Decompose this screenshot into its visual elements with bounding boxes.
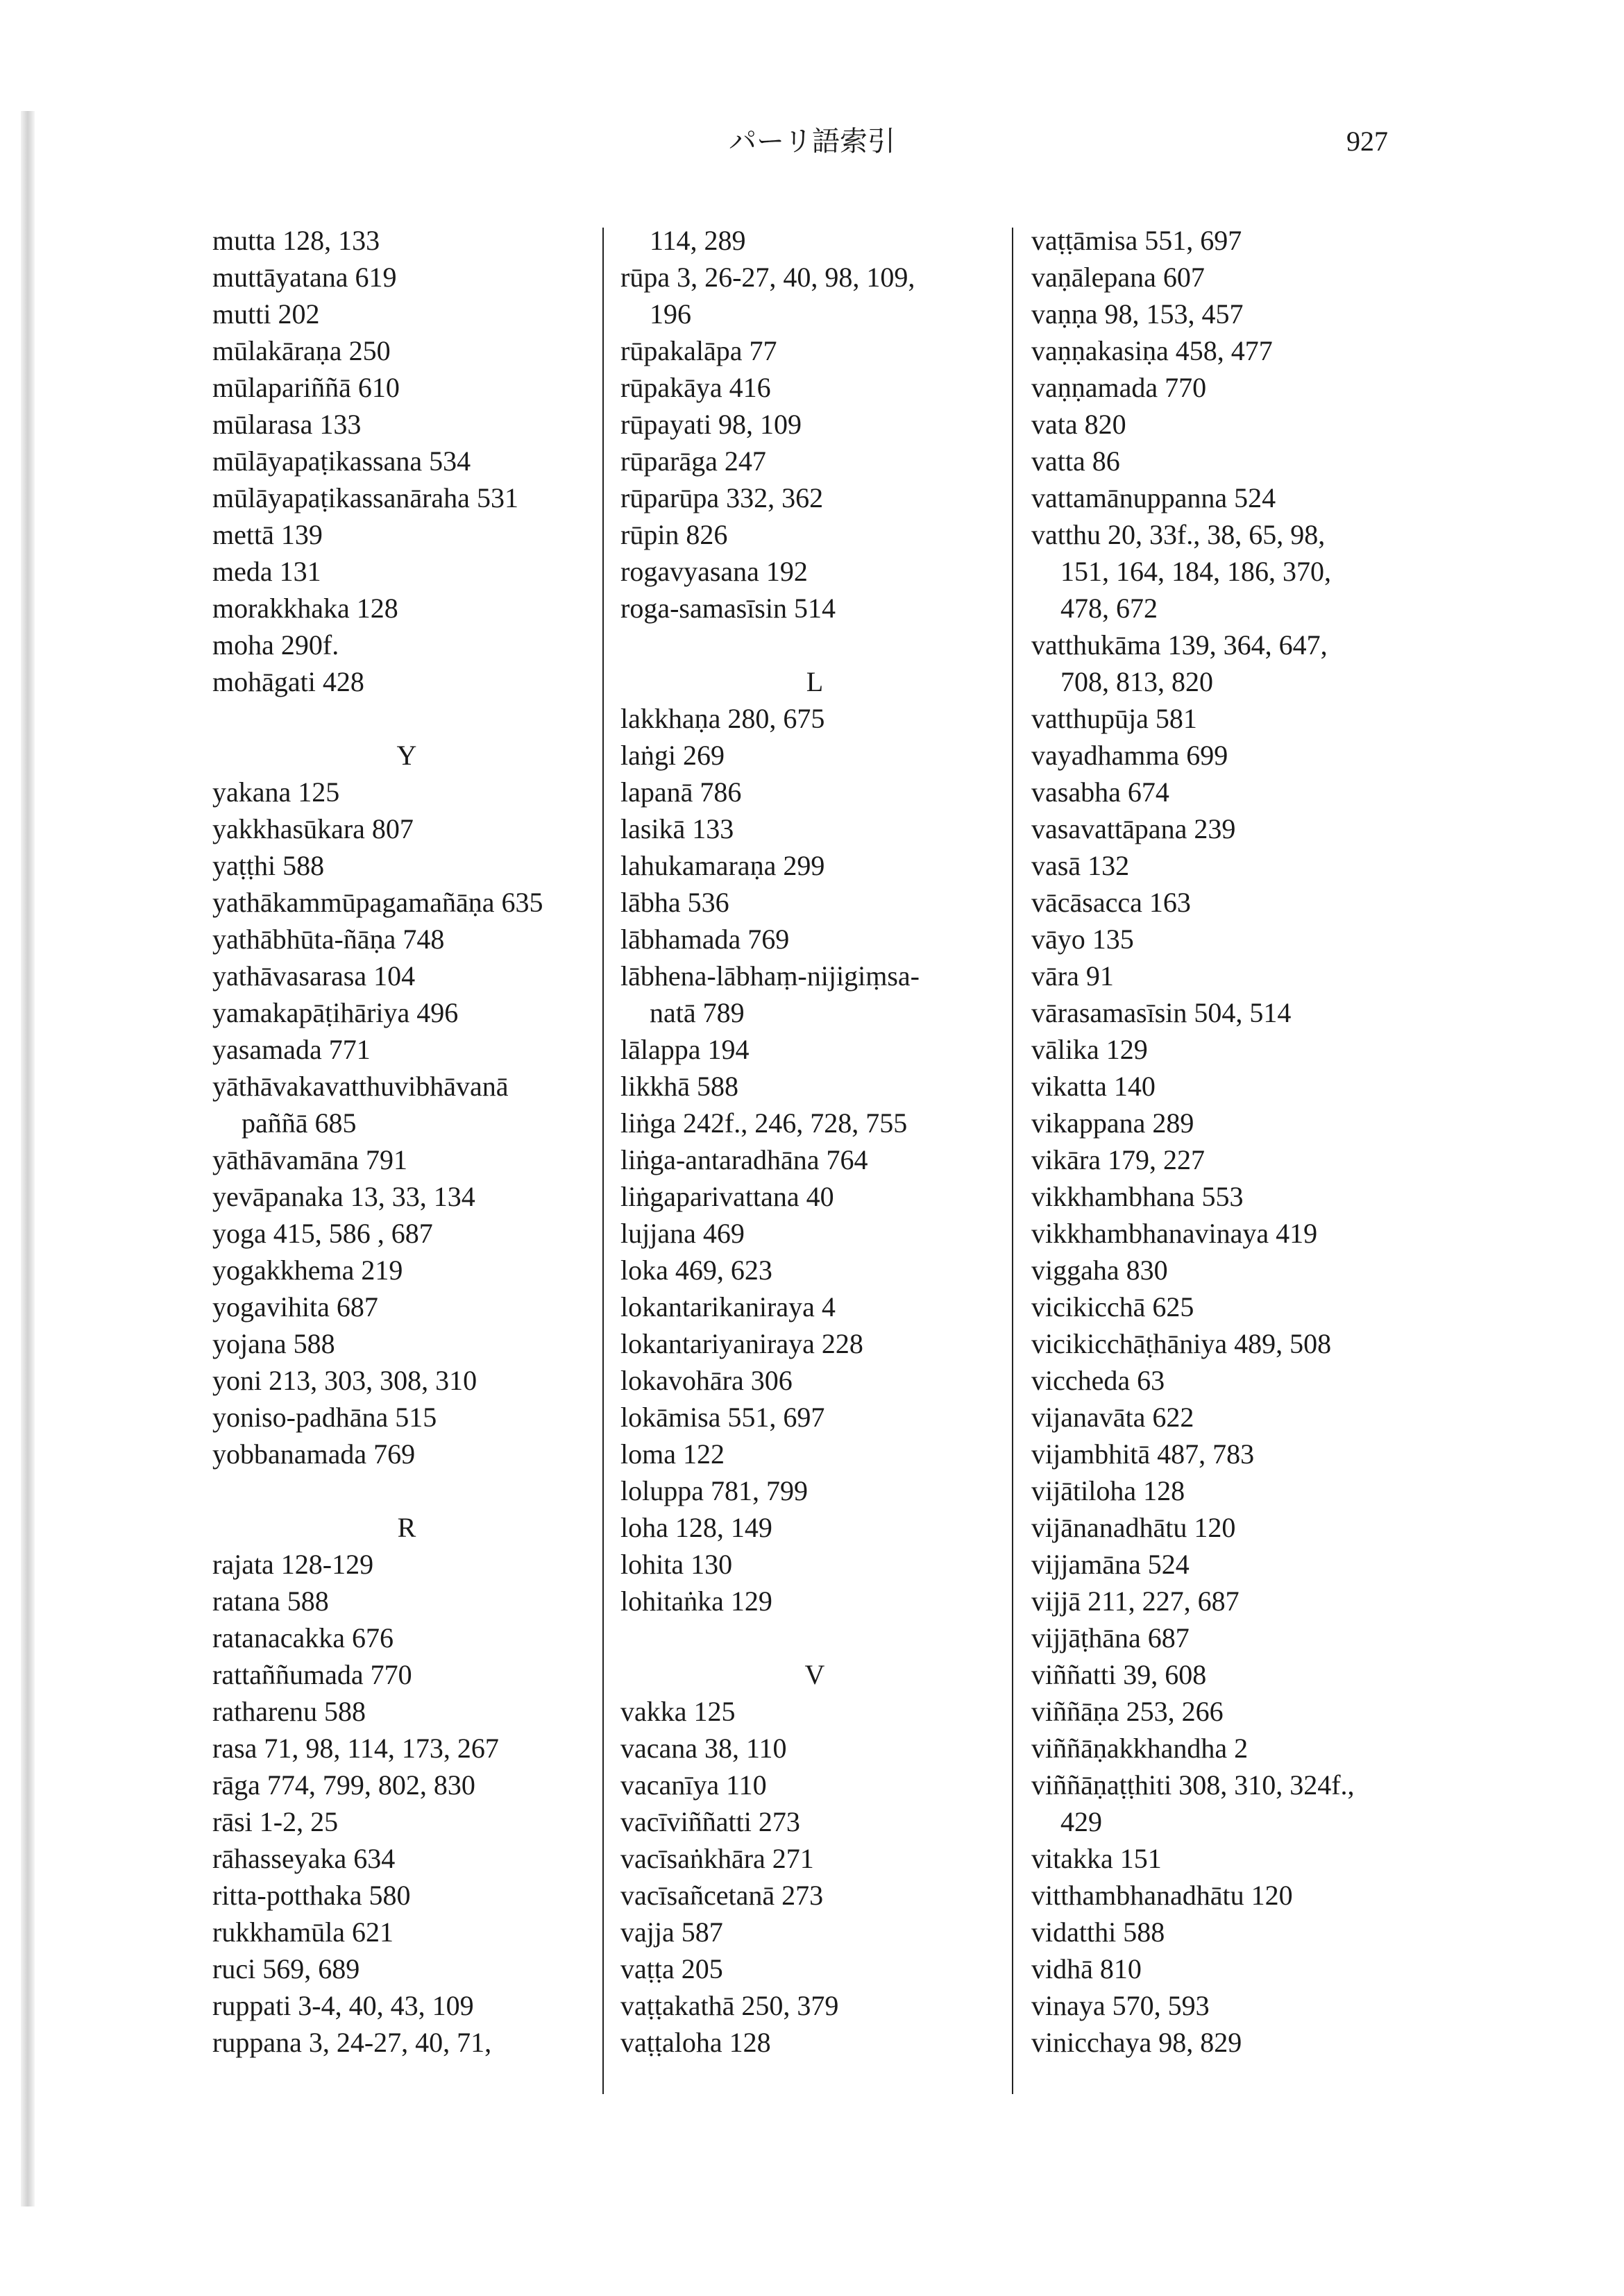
index-entry: ratana 588: [212, 1585, 329, 1617]
column-divider-1: [602, 228, 604, 2094]
section-letter-heading: V: [804, 1659, 825, 1690]
book-gutter-shadow: [21, 111, 35, 2206]
index-entry: yoni 213, 303, 308, 310: [212, 1365, 477, 1396]
index-entry: lokāmisa 551, 697: [620, 1402, 825, 1433]
index-entry: vakka 125: [620, 1696, 736, 1727]
index-entry-continuation: natā 789: [650, 997, 745, 1028]
index-entry: mūlapariññā 610: [212, 372, 400, 403]
index-entry: yāthāvakavatthuvibhāvanā: [212, 1071, 509, 1102]
section-letter-heading: L: [806, 666, 824, 697]
index-entry: loha 128, 149: [620, 1512, 772, 1543]
index-entry: rajata 128-129: [212, 1549, 374, 1580]
index-entry: vajja 587: [620, 1916, 723, 1948]
index-entry: vatthupūja 581: [1031, 703, 1197, 734]
index-entry: lapanā 786: [620, 776, 742, 808]
index-entry: loka 469, 623: [620, 1255, 772, 1286]
index-entry: yakana 125: [212, 776, 340, 808]
index-entry: yathāvasarasa 104: [212, 960, 416, 992]
index-entry: vacana 38, 110: [620, 1733, 787, 1764]
index-entry: rūpa 3, 26-27, 40, 98, 109,: [620, 262, 915, 293]
index-entry: vaṭṭakathā 250, 379: [620, 1990, 839, 2021]
index-entry: vijjamāna 524: [1031, 1549, 1190, 1580]
index-entry: rāsi 1-2, 25: [212, 1806, 339, 1837]
index-entry: moha 290f.: [212, 629, 339, 661]
index-entry: vatthukāma 139, 364, 647,: [1031, 629, 1328, 661]
index-entry: vaṭṭāmisa 551, 697: [1031, 225, 1242, 256]
index-entry: rāga 774, 799, 802, 830: [212, 1769, 475, 1801]
index-entry: yathākammūpagamañāṇa 635: [212, 887, 543, 918]
index-entry: rāhasseyaka 634: [212, 1843, 396, 1874]
index-entry: vinaya 570, 593: [1031, 1990, 1210, 2021]
index-entry: vācāsacca 163: [1031, 887, 1191, 918]
index-entry: vaṇṇa 98, 153, 457: [1031, 298, 1244, 330]
index-entry: lujjana 469: [620, 1218, 745, 1249]
index-entry: vitakka 151: [1031, 1843, 1162, 1874]
index-entry: viññāṇaṭṭhiti 308, 310, 324f.,: [1031, 1769, 1355, 1801]
index-entry: rasa 71, 98, 114, 173, 267: [212, 1733, 499, 1764]
index-entry: mūlarasa 133: [212, 409, 362, 440]
index-entry: mūlāyapaṭikassana 534: [212, 445, 471, 477]
index-entry: vatthu 20, 33f., 38, 65, 98,: [1031, 519, 1326, 550]
index-entry: vikappana 289: [1031, 1107, 1194, 1139]
index-entry: vikkhambhanavinaya 419: [1031, 1218, 1318, 1249]
index-column-3: [1031, 222, 1448, 2061]
index-entry: vicikicchāṭhāniya 489, 508: [1031, 1328, 1332, 1359]
index-entry: vattamānuppanna 524: [1031, 482, 1276, 513]
section-letter-heading: Y: [396, 740, 417, 771]
index-entry: vijjāṭhāna 687: [1031, 1622, 1190, 1653]
index-entry: vāra 91: [1031, 960, 1114, 992]
index-entry: yojana 588: [212, 1328, 335, 1359]
index-entry: lālappa 194: [620, 1034, 750, 1065]
index-entry: viggaha 830: [1031, 1255, 1168, 1286]
index-entry: viññatti 39, 608: [1031, 1659, 1207, 1690]
index-entry: lakkhaṇa 280, 675: [620, 703, 825, 734]
index-entry: ruppana 3, 24-27, 40, 71,: [212, 2027, 492, 2058]
index-entry: vaṇṇakasiṇa 458, 477: [1031, 335, 1273, 366]
index-entry: vijātiloha 128: [1031, 1475, 1185, 1506]
index-entry: rukkhamūla 621: [212, 1916, 394, 1948]
index-entry: rūpakalāpa 77: [620, 335, 777, 366]
index-entry: yoga 415, 586 , 687: [212, 1218, 433, 1249]
section-letter-heading: R: [397, 1512, 416, 1543]
index-entry: yogavihita 687: [212, 1291, 378, 1323]
index-entry: meda 131: [212, 556, 321, 587]
index-entry: yasamada 771: [212, 1034, 371, 1065]
index-entry: yobbanamada 769: [212, 1438, 416, 1470]
index-entry: lābha 536: [620, 887, 729, 918]
index-entry: vaṇṇamada 770: [1031, 372, 1207, 403]
index-entry-continuation: 114, 289: [650, 225, 746, 256]
index-entry: muttāyatana 619: [212, 262, 397, 293]
index-entry-continuation: 196: [650, 298, 691, 330]
index-entry: lābhena-lābhaṃ-nijigiṃsa-: [620, 960, 920, 992]
index-entry-continuation: 478, 672: [1060, 593, 1158, 624]
index-entry: lahukamaraṇa 299: [620, 850, 825, 881]
index-entry: lokantariyaniraya 228: [620, 1328, 863, 1359]
index-entry: vasā 132: [1031, 850, 1130, 881]
index-entry: lohita 130: [620, 1549, 733, 1580]
index-entry: vasavattāpana 239: [1031, 813, 1236, 844]
index-entry: yoniso-padhāna 515: [212, 1402, 437, 1433]
index-entry: vidatthi 588: [1031, 1916, 1165, 1948]
index-entry: mutta 128, 133: [212, 225, 380, 256]
index-entry: lasikā 133: [620, 813, 734, 844]
index-entry: yaṭṭhi 588: [212, 850, 325, 881]
index-entry: liṅga 242f., 246, 728, 755: [620, 1107, 908, 1139]
index-entry: vacīsaṅkhāra 271: [620, 1843, 814, 1874]
index-entry: vidhā 810: [1031, 1953, 1142, 1984]
index-entry: viññāṇa 253, 266: [1031, 1696, 1224, 1727]
index-entry: loma 122: [620, 1438, 725, 1470]
index-entry: ruppati 3-4, 40, 43, 109: [212, 1990, 474, 2021]
index-entry: vacanīya 110: [620, 1769, 767, 1801]
index-entry: vacīsañcetanā 273: [620, 1880, 824, 1911]
index-entry: vijānanadhātu 120: [1031, 1512, 1236, 1543]
index-entry-continuation: 151, 164, 184, 186, 370,: [1060, 556, 1331, 587]
index-entry: vijjā 211, 227, 687: [1031, 1585, 1240, 1617]
page-number: 927: [1346, 126, 1388, 157]
index-entry: vālika 129: [1031, 1034, 1148, 1065]
index-entry: vijanavāta 622: [1031, 1402, 1194, 1433]
index-entry: yakkhasūkara 807: [212, 813, 414, 844]
index-entry: vata 820: [1031, 409, 1126, 440]
index-entry: morakkhaka 128: [212, 593, 398, 624]
index-entry: ratanacakka 676: [212, 1622, 394, 1653]
index-entry: mūlakāraṇa 250: [212, 335, 391, 366]
index-entry: laṅgi 269: [620, 740, 725, 771]
index-entry: mohāgati 428: [212, 666, 364, 697]
index-entry: vaṇālepana 607: [1031, 262, 1205, 293]
index-entry-continuation: 708, 813, 820: [1060, 666, 1213, 697]
index-entry: vijambhitā 487, 783: [1031, 1438, 1255, 1470]
index-entry: lohitaṅka 129: [620, 1585, 772, 1617]
index-entry: vayadhamma 699: [1031, 740, 1228, 771]
index-entry: yogakkhema 219: [212, 1255, 403, 1286]
index-entry: rūpin 826: [620, 519, 728, 550]
index-entry: vicikicchā 625: [1031, 1291, 1194, 1323]
index-entry: ritta-potthaka 580: [212, 1880, 411, 1911]
index-entry: vatta 86: [1031, 445, 1120, 477]
index-entry: liṅgaparivattana 40: [620, 1181, 834, 1212]
index-entry-continuation: paññā 685: [242, 1107, 357, 1139]
index-entry: viccheda 63: [1031, 1365, 1165, 1396]
index-entry: vacīviññatti 273: [620, 1806, 800, 1837]
index-entry: vaṭṭa 205: [620, 1953, 723, 1984]
index-entry: yamakapāṭihāriya 496: [212, 997, 459, 1028]
index-entry: likkhā 588: [620, 1071, 738, 1102]
index-column-2: [620, 222, 1009, 2061]
index-entry: viññāṇakkhandha 2: [1031, 1733, 1249, 1764]
index-entry: yevāpanaka 13, 33, 134: [212, 1181, 475, 1212]
index-entry: ratharenu 588: [212, 1696, 366, 1727]
index-column-1: [212, 222, 601, 2061]
index-entry: mutti 202: [212, 298, 320, 330]
index-entry: vāyo 135: [1031, 924, 1134, 955]
index-entry: vikāra 179, 227: [1031, 1144, 1205, 1175]
index-entry: mettā 139: [212, 519, 323, 550]
index-entry: vikatta 140: [1031, 1071, 1156, 1102]
index-entry: vaṭṭaloha 128: [620, 2027, 771, 2058]
index-entry: rūpayati 98, 109: [620, 409, 802, 440]
index-entry: ruci 569, 689: [212, 1953, 360, 1984]
index-entry: vitthambhanadhātu 120: [1031, 1880, 1293, 1911]
index-entry: lābhamada 769: [620, 924, 790, 955]
index-entry: rattaññumada 770: [212, 1659, 412, 1690]
index-entry: rūpakāya 416: [620, 372, 771, 403]
index-entry: loluppa 781, 799: [620, 1475, 808, 1506]
index-entry: rūparūpa 332, 362: [620, 482, 824, 513]
index-entry: vārasamasīsin 504, 514: [1031, 997, 1292, 1028]
index-entry: rogavyasana 192: [620, 556, 808, 587]
index-entry: yathābhūta-ñāṇa 748: [212, 924, 445, 955]
index-entry: yāthāvamāna 791: [212, 1144, 407, 1175]
index-entry: lokantarikaniraya 4: [620, 1291, 836, 1323]
index-entry: mūlāyapaṭikassanāraha 531: [212, 482, 518, 513]
index-entry-continuation: 429: [1060, 1806, 1102, 1837]
index-entry: lokavohāra 306: [620, 1365, 793, 1396]
index-entry: vikkhambhana 553: [1031, 1181, 1244, 1212]
index-entry: roga-samasīsin 514: [620, 593, 836, 624]
index-entry: vinicchaya 98, 829: [1031, 2027, 1242, 2058]
index-entry: liṅga-antaradhāna 764: [620, 1144, 868, 1175]
index-entry: rūparāga 247: [620, 445, 766, 477]
column-divider-2: [1012, 228, 1013, 2094]
index-entry: vasabha 674: [1031, 776, 1169, 808]
running-header-title: パーリ語索引: [729, 126, 895, 157]
